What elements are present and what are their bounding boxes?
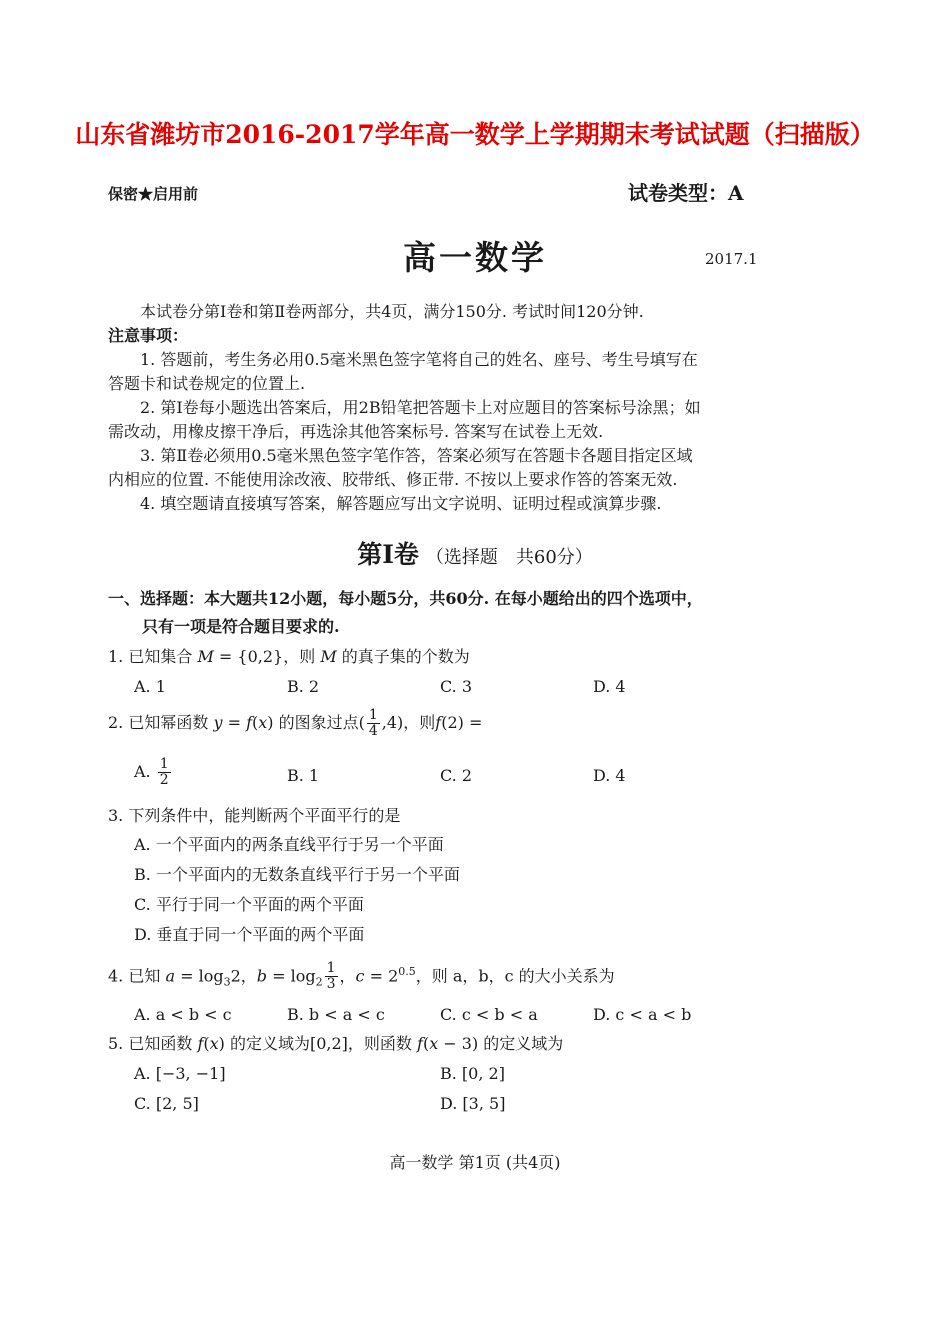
page-footer: 高一数学 第1页 (共4页) (389, 1153, 561, 1172)
question-2-option-a-fraction: $\frac{1}{2}$ (159, 756, 169, 788)
confidential-label: 保密★启用前 (108, 185, 199, 203)
question-1-stem: 1. 已知集合 M = {0,2}，则 M 的真子集的个数为 (108, 647, 470, 666)
question-5-option-d: D. [3, 5] (440, 1094, 506, 1113)
note-3-line-1: 3. 第Ⅱ卷必须用0.5毫米黑色签字笔作答，答案必须写在答题卡各题目指定区域 (140, 446, 693, 465)
question-1-option-d: D. 4 (593, 677, 626, 696)
intro-text: 本试卷分第Ⅰ卷和第Ⅱ卷两部分，共4页，满分150分. 考试时间120分钟. (140, 302, 644, 321)
document-title: 山东省潍坊市2016-2017学年高一数学上学期期末考试试题（扫描版） (75, 120, 875, 149)
notes-heading: 注意事项： (108, 326, 189, 345)
question-3-option-d: D. 垂直于同一个平面的两个平面 (134, 925, 365, 944)
question-5-option-c: C. [2, 5] (134, 1094, 199, 1113)
question-5-option-a: A. [−3, −1] (134, 1064, 226, 1083)
question-3-stem: 3. 下列条件中，能判断两个平面平行的是 (108, 806, 401, 825)
question-5-option-b: B. [0, 2] (440, 1064, 505, 1083)
section-1-name: 第Ⅰ卷 (357, 540, 419, 569)
question-3-option-b: B. 一个平面内的无数条直线平行于另一个平面 (134, 865, 460, 884)
note-3-line-2: 内相应的位置. 不能使用涂改液、胶带纸、修正带. 不按以上要求作答的答案无效. (108, 470, 678, 489)
question-1-option-b: B. 2 (287, 677, 320, 696)
question-5-stem: 5. 已知函数 f(x) 的定义域为[0,2]，则函数 f(x − 3) 的定义域为 (108, 1034, 564, 1053)
question-4-option-b: B. b < a < c (287, 1005, 385, 1024)
question-1-option-a: A. 1 (134, 677, 166, 696)
section-1-title (0, 535, 950, 571)
note-4-line-1: 4. 填空题请直接填写答案，解答题应写出文字说明、证明过程或演算步骤. (140, 494, 662, 513)
question-2-stem: 2. 已知幂函数 y = f(x) 的图象过点( $\frac{1}{4}$ ,4)，则f(2) = (108, 707, 483, 739)
question-4-option-d: D. c < a < b (593, 1005, 692, 1024)
subject-title: 高一数学 (403, 238, 547, 277)
question-2-point-fraction: $\frac{1}{4}$ (368, 707, 378, 739)
exam-date: 2017.1 (705, 250, 758, 268)
part-1-instructions-line-2: 只有一项是符合题目要求的. (142, 617, 340, 636)
question-2-option-b: B. 1 (287, 766, 320, 785)
question-4-option-c: C. c < b < a (440, 1005, 538, 1024)
question-1-option-c: C. 3 (440, 677, 473, 696)
question-3-option-c: C. 平行于同一个平面的两个平面 (134, 895, 364, 914)
question-2-option-d: D. 4 (593, 766, 626, 785)
question-4-fraction: $\frac{1}{3}$ (326, 960, 336, 993)
note-2-line-1: 2. 第Ⅰ卷每小题选出答案后，用2B铅笔把答题卡上对应题目的答案标号涂黑；如 (140, 398, 701, 417)
note-2-line-2: 需改动，用橡皮擦干净后，再选涂其他答案标号. 答案写在试卷上无效. (108, 422, 604, 441)
question-4-option-a: A. a < b < c (134, 1005, 232, 1024)
part-1-instructions-line-1: 一、选择题：本大题共12小题，每小题5分，共60分. 在每小题给出的四个选项中， (108, 589, 703, 608)
note-1-line-2: 答题卡和试卷规定的位置上. (108, 374, 306, 393)
section-1-subtitle: （选择题 共60分） (425, 547, 593, 568)
question-4-stem: 4. 已知 $a = \log_32$，$b = \log_2$ $\frac{1}{3}$ ，$c = 2^{0.5}$，则 a，b，c 的大小关系为 (108, 960, 615, 993)
question-3-option-a: A. 一个平面内的两条直线平行于另一个平面 (134, 835, 444, 854)
paper-type: 试卷类型：A (628, 181, 744, 205)
question-2-option-c: C. 2 (440, 766, 473, 785)
note-1-line-1: 1. 答题前，考生务必用0.5毫米黑色签字笔将自己的姓名、座号、考生号填写在 (140, 350, 698, 369)
question-2-option-a: A. $\frac{1}{2}$ (134, 756, 169, 788)
